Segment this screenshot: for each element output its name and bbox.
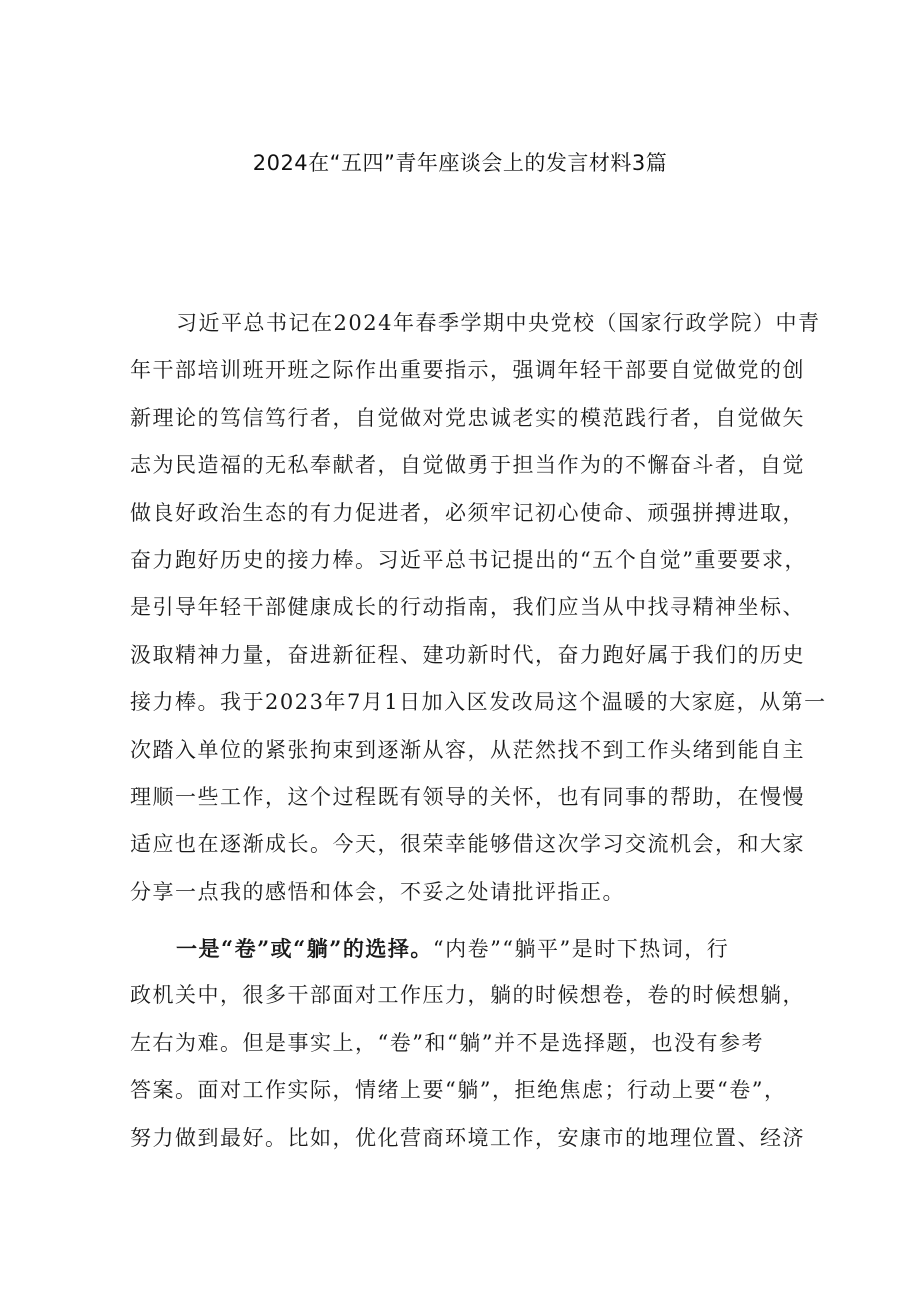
paragraph-first-line — [130, 925, 794, 972]
section-heading: 一是“卷”或“躺”的选择。 — [176, 936, 433, 962]
paragraph-line: 接力棒。我于2023年7月1日加入区发改局这个温暖的大家庭，从第一 — [130, 690, 827, 715]
document-body — [130, 300, 827, 1162]
paragraph-1 — [130, 300, 827, 916]
paragraph-line: 年干部培训班开班之际作出重要指示，强调年轻干部要自觉做党的创 — [130, 358, 805, 383]
paragraph-line: 新理论的笃信笃行者，自觉做对党忠诚老实的模范践行者，自觉做矢 — [130, 405, 805, 430]
paragraph-line: 努力做到最好。比如，优化营商环境工作，安康市的地理位置、经济 — [130, 1125, 805, 1150]
paragraph-line: 习近平总书记在2024年春季学期中央党校（国家行政学院）中青 — [176, 311, 821, 335]
paragraph-line: 志为民造福的无私奉献者，自觉做勇于担当作为的不懈奋斗者，自觉 — [130, 453, 805, 478]
paragraph-line: 是引导年轻干部健康成长的行动指南，我们应当从中找寻精神坐标、 — [130, 595, 805, 620]
paragraph-line: 次踏入单位的紧张拘束到逐渐从容，从茫然找不到工作头绪到能自主 — [130, 737, 805, 762]
paragraph-line-rest: “内卷”“躺平”是时下热词，行 — [432, 937, 730, 962]
paragraph-line: 奋力跑好历史的接力棒。习近平总书记提出的“五个自觉”重要要求， — [130, 547, 807, 572]
paragraph-line: 适应也在逐渐成长。今天，很荣幸能够借这次学习交流机会，和大家 — [130, 832, 805, 857]
paragraph-line: 理顺一些工作，这个过程既有领导的关怀，也有同事的帮助，在慢慢 — [130, 784, 805, 809]
paragraph-line: 汲取精神力量，奋进新征程、建功新时代，奋力跑好属于我们的历史 — [130, 642, 805, 667]
document-title: 2024在“五四”青年座谈会上的发言材料3篇 — [252, 151, 668, 175]
paragraph-line: 答案。面对工作实际，情绪上要“躺”，拒绝焦虑；行动上要“卷”， — [130, 1078, 787, 1103]
paragraph-line: 分享一点我的感悟和体会，不妥之处请批评指正。 — [130, 879, 625, 904]
paragraph-line: 做良好政治生态的有力促进者，必须牢记初心使命、顽强拼搏进取， — [130, 500, 805, 525]
paragraph-line: 政机关中，很多干部面对工作压力，躺的时候想卷，卷的时候想躺， — [130, 983, 805, 1008]
paragraph-spacer — [130, 916, 794, 925]
paragraph-line: 左右为难。但是事实上，“卷”和“躺”并不是选择题，也没有参考 — [130, 1030, 764, 1055]
paragraph-2 — [130, 925, 805, 1162]
